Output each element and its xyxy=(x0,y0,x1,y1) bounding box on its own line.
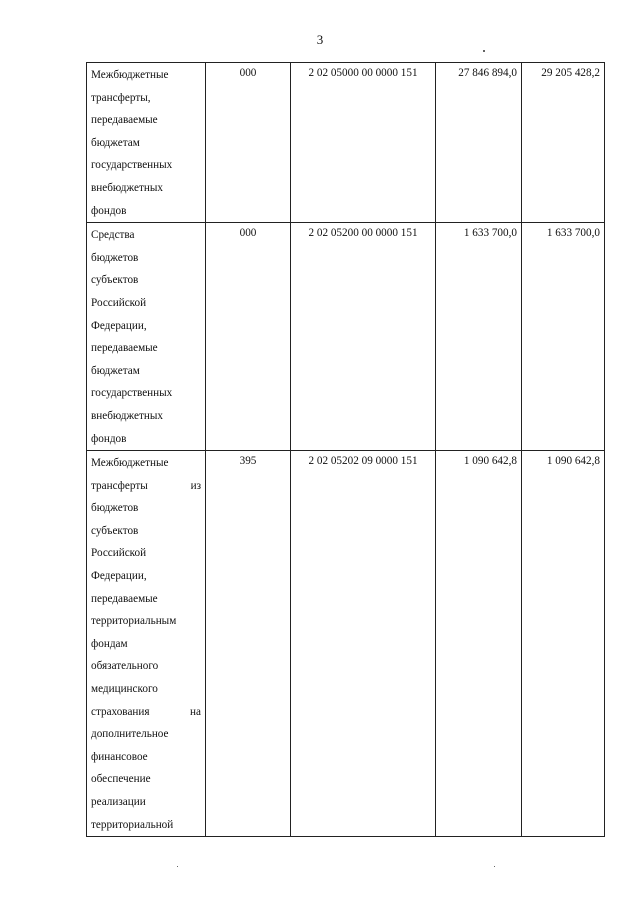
item-name-word: передаваемые xyxy=(91,114,158,127)
item-name-word: Межбюджетные xyxy=(91,69,169,81)
admin-code-cell: 000 xyxy=(206,63,291,223)
item-name-line xyxy=(91,565,201,588)
item-name-line xyxy=(91,247,201,270)
amount-cell-2: 1 633 700,0 xyxy=(522,223,605,451)
admin-code-cell: 000 xyxy=(206,223,291,451)
item-name-word: Средства xyxy=(91,229,135,242)
item-name-word: дополнительное xyxy=(91,728,169,741)
item-name-line xyxy=(91,791,201,814)
scan-dot xyxy=(494,866,495,867)
item-name-word: внебюджетных xyxy=(91,409,163,422)
item-name-line xyxy=(91,87,201,110)
item-name-line xyxy=(91,337,201,360)
item-name-line xyxy=(91,132,201,155)
item-name-word: на xyxy=(190,705,201,718)
amount-cell-1: 27 846 894,0 xyxy=(436,63,522,223)
item-name-line xyxy=(91,633,201,656)
budget-table xyxy=(86,62,605,837)
item-name-word: фондам xyxy=(91,637,128,650)
item-name-line xyxy=(91,269,201,292)
item-name-word: медицинского xyxy=(91,683,158,696)
item-name-word: передаваемые xyxy=(91,592,158,605)
item-name-word: фондов xyxy=(91,204,127,217)
item-name-word: финансовое xyxy=(91,750,148,763)
page-number: 3 xyxy=(316,32,324,47)
item-name-word: Российской xyxy=(91,547,147,560)
item-name-word: страхования xyxy=(91,705,150,718)
item-name-word: государственных xyxy=(91,387,173,400)
item-name-word: фондов xyxy=(91,432,127,445)
item-name-line xyxy=(91,475,201,498)
item-name-line xyxy=(91,64,201,87)
item-name-line xyxy=(91,382,201,405)
item-name-line xyxy=(91,588,201,611)
item-name-line xyxy=(91,542,201,565)
item-name-word: бюджетам xyxy=(91,136,140,149)
item-name-word: бюджетам xyxy=(91,364,140,377)
item-name-word: субъектов xyxy=(91,274,139,287)
item-name-line xyxy=(91,405,201,428)
item-name-word: государственных xyxy=(91,159,173,172)
item-name-line xyxy=(91,610,201,633)
table-row xyxy=(87,451,605,837)
item-name-line xyxy=(91,109,201,132)
item-name-line xyxy=(91,315,201,338)
item-name-word: обязательного xyxy=(91,660,159,673)
item-name-word: реализации xyxy=(91,796,146,808)
item-name-word: Федерации, xyxy=(91,319,147,332)
item-name-word: территориальной xyxy=(91,818,174,831)
item-name-line xyxy=(91,768,201,791)
item-name-word: территориальным xyxy=(91,615,177,628)
admin-code-cell: 395 xyxy=(206,451,291,837)
scan-dot xyxy=(177,866,178,867)
kbk-code-cell: 2 02 05000 00 0000 151 xyxy=(291,63,436,223)
item-name-line xyxy=(91,200,201,223)
item-name-word: бюджетов xyxy=(91,251,139,264)
item-name-word: Российской xyxy=(91,296,147,309)
item-name-line xyxy=(91,177,201,200)
item-name-line xyxy=(91,723,201,746)
kbk-code-cell: 2 02 05200 00 0000 151 xyxy=(291,223,436,451)
item-name-cell xyxy=(87,223,206,451)
item-name-line xyxy=(91,452,201,475)
item-name-cell xyxy=(87,63,206,223)
item-name-line xyxy=(91,154,201,177)
budget-table-body xyxy=(87,63,605,837)
item-name-word: Федерации, xyxy=(91,570,147,583)
item-name-line xyxy=(91,678,201,701)
item-name-word: передаваемые xyxy=(91,342,158,355)
table-row xyxy=(87,63,605,223)
amount-cell-1: 1 633 700,0 xyxy=(436,223,522,451)
item-name-line xyxy=(91,520,201,543)
table-row xyxy=(87,223,605,451)
item-name-line xyxy=(91,701,201,724)
item-name-word: трансферты, xyxy=(91,91,151,104)
amount-cell-2: 29 205 428,2 xyxy=(522,63,605,223)
amount-cell-2: 1 090 642,8 xyxy=(522,451,605,837)
item-name-word: трансферты xyxy=(91,479,148,492)
amount-cell-1: 1 090 642,8 xyxy=(436,451,522,837)
item-name-word: бюджетов xyxy=(91,502,139,515)
item-name-cell xyxy=(87,451,206,837)
item-name-line xyxy=(91,746,201,769)
item-name-line xyxy=(91,292,201,315)
item-name-line xyxy=(91,360,201,383)
item-name-word: внебюджетных xyxy=(91,181,163,194)
item-name-word: субъектов xyxy=(91,524,139,537)
item-name-word: из xyxy=(190,479,201,492)
item-name-line xyxy=(91,224,201,247)
item-name-line xyxy=(91,428,201,451)
item-name-word: обеспечение xyxy=(91,773,151,786)
item-name-word: Межбюджетные xyxy=(91,457,169,470)
item-name-line xyxy=(91,497,201,520)
kbk-code-cell: 2 02 05202 09 0000 151 xyxy=(291,451,436,837)
scan-dot xyxy=(483,50,485,52)
item-name-line xyxy=(91,655,201,678)
item-name-line xyxy=(91,814,201,837)
